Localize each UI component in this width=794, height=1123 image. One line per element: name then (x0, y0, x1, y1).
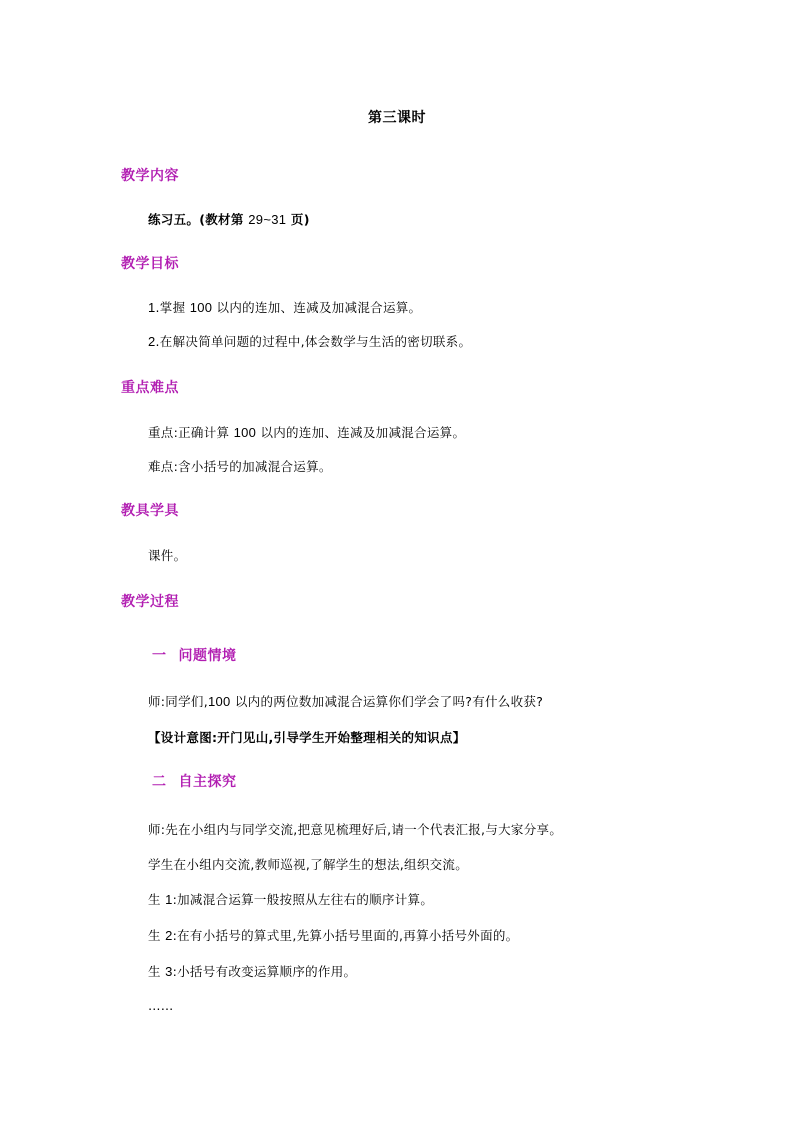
key-point-value: 100 (233, 425, 257, 440)
student-1-number: 1 (165, 892, 173, 907)
part-1-p1-text-a: 师:同学们, (148, 694, 208, 709)
goal-item-2 (148, 332, 471, 350)
page-title: 第三课时 (368, 110, 426, 126)
tools-text: 课件。 (148, 548, 187, 563)
heading-teaching-goals: 教学目标 (121, 256, 179, 272)
heading-key-points: 重点难点 (121, 380, 179, 396)
student-2-label: 生 (148, 928, 166, 943)
part-1-number: 一 (152, 648, 167, 664)
goal-item-1-value: 100 (189, 300, 213, 315)
part-1-p1-text-b: 以内的两位数加减混合运算你们学会了吗?有什么收获? (230, 694, 544, 709)
subheading-part-2 (152, 771, 237, 791)
goal-item-1-text-a: .掌握 (155, 300, 190, 315)
part-1-title: 问题情境 (178, 648, 237, 664)
part-2-number: 二 (152, 774, 167, 790)
goal-item-1-number: 1 (148, 300, 156, 315)
heading-teaching-process: 教学过程 (121, 594, 179, 610)
student-1-label: 生 (148, 892, 166, 907)
difficult-point: 难点:含小括号的加减混合运算。 (148, 459, 332, 474)
student-3-answer (148, 962, 356, 980)
goal-item-2-number: 2 (148, 334, 156, 349)
goal-item-1 (148, 298, 421, 316)
heading-teaching-content: 教学内容 (121, 168, 179, 184)
content-text-suffix: 页) (286, 212, 310, 227)
goal-item-1-text-b: 以内的连加、连减及加减混合运算。 (212, 300, 422, 315)
part-2-paragraph-2: 学生在小组内交流,教师巡视,了解学生的想法,组织交流。 (148, 857, 469, 872)
goal-item-2-text: .在解决简单问题的过程中,体会数学与生活的密切联系。 (155, 334, 472, 349)
student-2-text: :在有小括号的算式里,先算小括号里面的,再算小括号外面的。 (172, 928, 519, 943)
student-3-number: 3 (165, 964, 173, 979)
content-text-pages: 29~31 (248, 212, 287, 227)
student-3-text: :小括号有改变运算顺序的作用。 (172, 964, 357, 979)
part-2-paragraph-1: 师:先在小组内与同学交流,把意见梳理好后,请一个代表汇报,与大家分享。 (148, 822, 563, 837)
part-1-p1-value: 100 (208, 694, 231, 709)
ellipsis: …… (148, 998, 174, 1013)
student-3-label: 生 (148, 964, 166, 979)
part-1-paragraph-1 (148, 692, 543, 710)
part-2-title: 自主探究 (178, 774, 237, 790)
heading-teaching-tools: 教具学具 (121, 503, 179, 519)
student-2-number: 2 (165, 928, 173, 943)
content-text-prefix: 练习五。(教材第 (148, 212, 249, 227)
part-1-design-intent: 【设计意图:开门见山,引导学生开始整理相关的知识点】 (148, 730, 466, 745)
student-1-answer (148, 890, 433, 908)
key-point-text-a: 重点:正确计算 (148, 425, 234, 440)
key-point (148, 423, 465, 441)
content-text (148, 210, 310, 228)
key-point-text-b: 以内的连加、连减及加减混合运算。 (256, 425, 466, 440)
student-2-answer (148, 926, 518, 944)
student-1-text: :加减混合运算一般按照从左往右的顺序计算。 (172, 892, 434, 907)
subheading-part-1 (152, 645, 237, 665)
